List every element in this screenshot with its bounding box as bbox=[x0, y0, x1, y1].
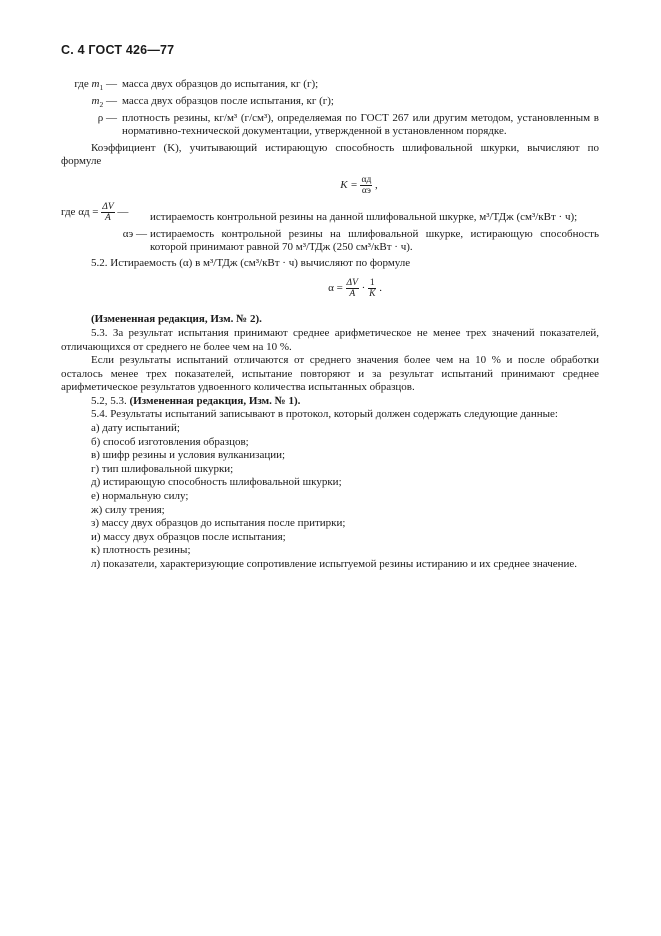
para-5-3-b: Если результаты испытаний отличаются от среднего значения более чем на 10 % и после обработки осталось менее трех показателей, испытание повторяют и за результат испытаний принимают среднее арифметическое результатов удвоенного количества испытанных образцов. bbox=[61, 354, 599, 394]
formula-k-den: αэ bbox=[361, 185, 371, 196]
list-item: в) шифр резины и условия вулканизации; bbox=[91, 449, 286, 462]
m2-symbol: m bbox=[91, 94, 100, 107]
list-item: а) дату испытаний; bbox=[91, 422, 180, 435]
m1-dash: — bbox=[103, 78, 117, 90]
formula-alpha-lhs: α = bbox=[328, 282, 346, 295]
ae-text: истираемость контрольной резины на шлифовальной шкурке, истирающую способность которой принимают равной 70 м³/ТДж (250 см³/кВт · ч). bbox=[150, 227, 599, 254]
list-item: з) массу двух образцов до испытания после притирки; bbox=[91, 517, 346, 530]
formula-k bbox=[61, 175, 599, 196]
formula-alpha-num1: ΔV bbox=[346, 278, 358, 289]
formula-alpha-den1: A bbox=[349, 289, 356, 300]
def-ad bbox=[61, 202, 599, 225]
where-word: где bbox=[74, 78, 92, 90]
def-m2 bbox=[61, 95, 599, 112]
rho-symbol: ρ — bbox=[97, 111, 117, 124]
protocol-list bbox=[61, 422, 599, 572]
m1-sub: 1 bbox=[99, 83, 104, 93]
page-header: С. 4 ГОСТ 426—77 bbox=[61, 43, 175, 57]
m1-text: масса двух образцов до испытания, кг (г); bbox=[122, 78, 319, 90]
ad-text: истираемость контрольной резины на данной шлифовальной шкурке, м³/ТДж (см³/кВт · ч); bbox=[150, 210, 578, 223]
ad-fraction bbox=[101, 202, 114, 223]
list-item: б) способ изготовления образцов; bbox=[91, 435, 249, 448]
amendment-1-text: (Измененная редакция, Изм. № 1). bbox=[129, 394, 301, 407]
amendment-1 bbox=[61, 395, 599, 409]
list-item: ж) силу трения; bbox=[91, 503, 165, 516]
def-rho bbox=[61, 112, 599, 139]
ad-prefix: где αд = bbox=[61, 205, 102, 218]
formula-alpha-dot: · bbox=[358, 282, 369, 295]
m2-text: масса двух образцов после испытания, кг (г); bbox=[122, 94, 334, 107]
formula-alpha-num2: 1 bbox=[369, 278, 375, 289]
formula-alpha bbox=[61, 278, 599, 299]
formula-k-fraction bbox=[360, 175, 372, 196]
m2-dash: — bbox=[103, 94, 117, 107]
def-m1 bbox=[61, 78, 599, 95]
para-5-2: 5.2. Истираемость (α) в м³/ТДж (см³/кВт · ч) вычисляют по формуле bbox=[91, 256, 411, 269]
def-ae bbox=[61, 228, 599, 255]
ae-symbol: αэ — bbox=[122, 227, 147, 240]
amendment-2: (Измененная редакция, Изм. № 2). bbox=[91, 313, 262, 326]
list-item: г) тип шлифовальной шкурки; bbox=[91, 462, 234, 475]
document-body bbox=[61, 78, 599, 572]
list-item: и) массу двух образцов после испытания; bbox=[91, 530, 286, 543]
para-5-4: 5.4. Результаты испытаний записывают в протокол, который должен содержать следующие данные: bbox=[91, 408, 558, 421]
list-item: л) показатели, характеризующие сопротивление испытуемой резины истиранию и их среднее значение. bbox=[91, 558, 578, 570]
formula-alpha-frac1 bbox=[346, 278, 359, 299]
ad-num: ΔV bbox=[102, 201, 114, 212]
list-item: к) плотность резины; bbox=[91, 544, 191, 557]
list-item: д) истирающую способность шлифовальной шкурки; bbox=[91, 476, 342, 489]
m1-symbol: m bbox=[91, 78, 100, 90]
formula-alpha-tail: . bbox=[376, 282, 382, 295]
amendment-1-prefix: 5.2, 5.3. bbox=[91, 394, 130, 407]
list-item: е) нормальную силу; bbox=[91, 490, 189, 503]
ad-den: A bbox=[105, 212, 111, 223]
formula-k-num: αд bbox=[361, 174, 372, 185]
formula-k-lhs: K = bbox=[340, 178, 361, 191]
ad-dash: — bbox=[114, 205, 129, 218]
formula-k-tail: , bbox=[372, 178, 378, 191]
coef-paragraph: Коэффициент (K), учитывающий истирающую способность шлифовальной шкурки, вычисляют по формуле bbox=[61, 141, 599, 168]
rho-text: плотность резины, кг/м³ (г/см³), определяемая по ГОСТ 267 или другим методом, установленным в нормативно-технической документации, утвержденной в установленном порядке. bbox=[122, 111, 599, 138]
m2-sub: 2 bbox=[99, 99, 104, 109]
para-5-3: 5.3. За результат испытания принимают среднее арифметическое не менее трех значений показателей, отличающихся от среднего не более чем на 10 %. bbox=[61, 326, 599, 353]
formula-alpha-den2: K bbox=[369, 289, 376, 300]
